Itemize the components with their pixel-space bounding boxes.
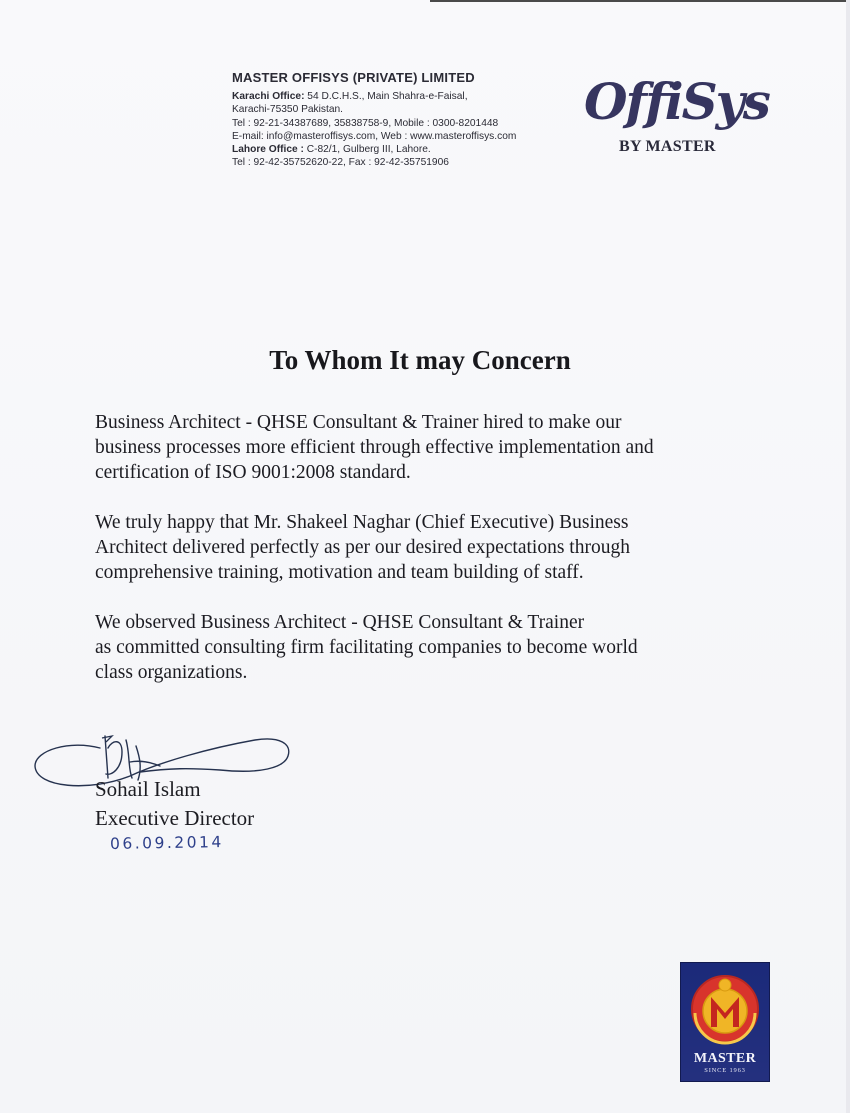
body-line: business processes more efficient through effective implementation and — [95, 437, 654, 458]
letter-body — [95, 410, 745, 710]
karachi-address — [232, 90, 516, 103]
body-line: Business Architect - QHSE Consultant & Trainer hired to make our — [95, 412, 622, 433]
letterhead — [232, 70, 516, 170]
offisys-wordmark: OffiSys — [584, 72, 769, 131]
body-line: We observed Business Architect - QHSE Consultant & Trainer — [95, 612, 585, 633]
scan-edge-right — [846, 0, 850, 1113]
lahore-address-text: C-82/1, Gulberg III, Lahore. — [303, 144, 431, 156]
paragraph-observation — [95, 610, 745, 685]
body-line: certification of ISO 9001:2008 standard. — [95, 462, 411, 483]
master-logo-badge — [681, 963, 769, 1081]
karachi-city: Karachi-75350 Pakistan. — [232, 104, 343, 116]
offisys-logo — [580, 72, 780, 162]
body-line: comprehensive training, motivation and team building of staff. — [95, 562, 584, 583]
karachi-telephone: Tel : 92-21-34387689, 35838758-9, Mobile : 0300-8201448 — [232, 117, 499, 129]
body-line: We truly happy that Mr. Shakeel Naghar (Chief Executive) Business — [95, 512, 629, 533]
signatory-designation: Executive Director — [95, 806, 255, 830]
lahore-telephone: Tel : 92-42-35752620-22, Fax : 92-42-35751906 — [232, 157, 449, 169]
lahore-label: Lahore Office : — [232, 144, 304, 156]
body-line: Architect delivered perfectly as per our desired expectations through — [95, 537, 630, 558]
signatory-name: Sohail Islam — [95, 777, 201, 801]
lahore-address — [232, 143, 516, 156]
paragraph-hiring — [95, 410, 745, 485]
scan-edge-top — [430, 0, 850, 2]
karachi-address-text: 54 D.C.H.S., Main Shahra-e-Faisal, — [304, 91, 468, 102]
master-since: SINCE 1963 — [704, 1067, 746, 1074]
letter-title: To Whom It may Concern — [269, 345, 571, 375]
offisys-tagline: BY MASTER — [619, 138, 716, 155]
master-brand-name: MASTER — [693, 1051, 757, 1066]
karachi-label: Karachi Office: — [232, 91, 305, 102]
master-emblem-icon — [681, 963, 769, 1053]
body-line: class organizations. — [95, 662, 248, 683]
company-name: MASTER OFFISYS (PRIVATE) LIMITED — [232, 70, 475, 85]
paragraph-appreciation — [95, 510, 745, 585]
email-and-web: E-mail: info@masteroffisys.com, Web : www.masteroffisys.com — [232, 130, 517, 142]
body-line: as committed consulting firm facilitating companies to become world — [95, 637, 638, 658]
signature-date: 06.09.2014 — [109, 833, 224, 853]
